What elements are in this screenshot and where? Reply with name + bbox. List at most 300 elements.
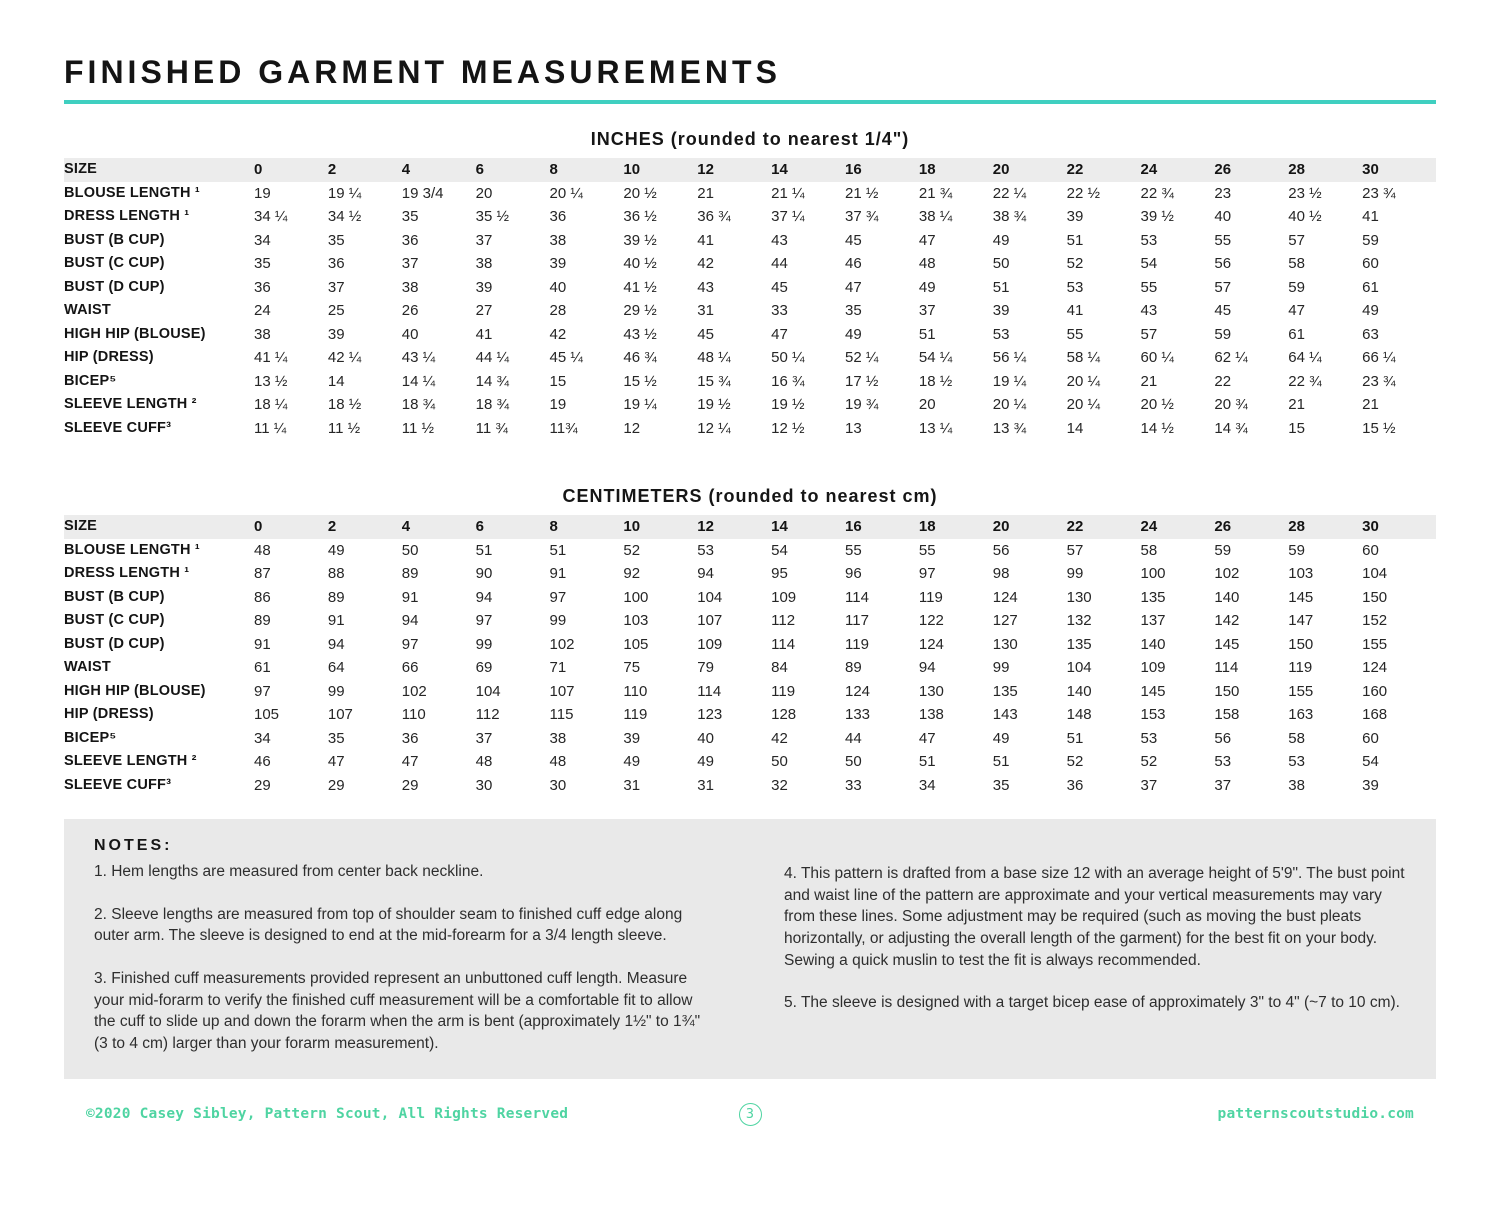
measurement-value: 19 ¼ xyxy=(623,396,657,413)
measurement-value: 43 ½ xyxy=(623,325,657,343)
measurement-value: 37 ¾ xyxy=(845,208,879,225)
note-5: 5. The sleeve is designed with a target bicep ease of approximately 3" to 4" (~7 to 10 cm). xyxy=(784,994,1400,1012)
size-column-header: 28 xyxy=(1288,161,1305,178)
notes-heading: NOTES: xyxy=(94,837,173,854)
measurement-value: 14 ½ xyxy=(1140,419,1174,437)
measurement-row-label: BUST (B CUP) xyxy=(64,588,165,605)
measurement-row xyxy=(64,346,1436,370)
measurement-value: 137 xyxy=(1140,612,1166,629)
measurement-value: 97 xyxy=(549,588,567,606)
measurement-value: 114 xyxy=(697,682,722,700)
measurement-value: 53 xyxy=(992,325,1010,343)
measurement-value: 95 xyxy=(771,565,788,582)
measurement-value: 18 ½ xyxy=(327,396,362,413)
measurement-value: 75 xyxy=(623,659,641,676)
measurement-value: 56 xyxy=(1214,255,1232,272)
measurement-row xyxy=(64,276,1436,300)
size-column-header: 6 xyxy=(475,518,484,535)
measurement-value: 114 xyxy=(845,588,869,606)
measurement-value: 42 xyxy=(549,325,567,343)
measurement-value: 45 xyxy=(845,231,862,249)
measurement-value: 96 xyxy=(845,565,862,582)
measurement-value: 52 xyxy=(1140,753,1158,770)
measurement-value: 49 xyxy=(327,541,345,559)
measurement-value: 39 xyxy=(327,325,345,343)
measurement-value: 54 xyxy=(1140,255,1158,272)
measurement-value: 117 xyxy=(845,612,869,629)
measurement-value: 21 ½ xyxy=(845,184,879,202)
measurement-row xyxy=(64,609,1436,633)
notes-section xyxy=(64,819,1436,1079)
measurement-value: 99 xyxy=(475,635,493,653)
size-column-header: 22 xyxy=(1066,161,1084,178)
measurement-value: 135 xyxy=(992,682,1018,700)
measurement-value: 36 xyxy=(254,278,271,296)
measurement-value: 52 xyxy=(1066,255,1084,272)
measurement-value: 36 ¾ xyxy=(697,208,731,225)
measurement-row xyxy=(64,562,1436,586)
measurement-value: 119 xyxy=(1288,659,1313,676)
measurement-row-label: BICEP⁵ xyxy=(64,729,117,746)
measurement-value: 107 xyxy=(327,706,353,723)
measurement-row-label: HIGH HIP (BLOUSE) xyxy=(64,325,206,342)
measurement-value: 49 xyxy=(992,231,1010,249)
size-column-header: 10 xyxy=(623,518,641,535)
measurement-value: 53 xyxy=(1288,753,1305,770)
size-column-header: 10 xyxy=(623,161,641,178)
measurement-value: 37 xyxy=(918,302,936,319)
measurement-value: 41 ¼ xyxy=(254,349,288,366)
measurement-row xyxy=(64,727,1436,751)
measurement-value: 152 xyxy=(1362,612,1388,629)
measurement-value: 49 xyxy=(623,753,641,770)
size-column-header: 2 xyxy=(327,161,337,178)
measurement-value: 40 ½ xyxy=(1288,208,1322,225)
size-column-header: 28 xyxy=(1288,518,1305,535)
measurement-value: 86 xyxy=(254,588,271,606)
measurement-value: 109 xyxy=(1140,659,1166,676)
size-column-header: 26 xyxy=(1214,518,1232,535)
measurement-row xyxy=(64,703,1436,727)
measurement-value: 59 xyxy=(1362,231,1379,249)
measurement-value: 119 xyxy=(918,588,943,606)
measurement-value: 21 xyxy=(1140,372,1158,390)
measurement-value: 150 xyxy=(1362,588,1388,606)
measurement-value: 107 xyxy=(549,682,575,700)
measurement-value: 17 ½ xyxy=(845,372,879,390)
measurement-value: 100 xyxy=(623,588,649,606)
measurement-value: 97 xyxy=(401,635,419,653)
measurement-value: 14 xyxy=(327,372,345,390)
measurement-row-label: SLEEVE LENGTH ² xyxy=(64,396,197,412)
measurement-value: 132 xyxy=(1066,612,1092,629)
measurement-value: 147 xyxy=(1288,612,1314,629)
measurement-value: 127 xyxy=(992,612,1018,629)
measurement-value: 51 xyxy=(549,541,567,559)
measurement-value: 34 ½ xyxy=(327,208,362,225)
measurement-value: 42 xyxy=(697,255,714,272)
measurement-value: 47 xyxy=(918,729,936,747)
measurement-value: 38 ¾ xyxy=(992,208,1027,225)
measurement-value: 94 xyxy=(697,565,714,582)
measurement-value: 155 xyxy=(1362,635,1388,653)
measurement-value: 41 xyxy=(1066,302,1084,319)
measurement-value: 22 ¾ xyxy=(1288,372,1322,390)
measurement-value: 21 xyxy=(697,184,714,202)
measurement-value: 14 ¾ xyxy=(475,372,509,390)
measurement-value: 112 xyxy=(771,612,796,629)
measurement-value: 23 ¾ xyxy=(1362,372,1396,390)
measurement-value: 133 xyxy=(845,706,871,723)
measurement-value: 89 xyxy=(845,659,862,676)
measurement-value: 97 xyxy=(918,565,936,582)
measurement-value: 20 ¼ xyxy=(549,184,583,202)
measurement-value: 51 xyxy=(992,278,1010,296)
measurement-value: 56 ¼ xyxy=(992,349,1027,366)
size-column-header: 6 xyxy=(475,161,484,178)
measurement-value: 87 xyxy=(254,565,271,582)
measurement-value: 57 xyxy=(1288,231,1305,249)
measurement-value: 109 xyxy=(771,588,797,606)
measurement-value: 104 xyxy=(1066,659,1092,676)
measurement-value: 59 xyxy=(1214,325,1232,343)
measurement-value: 145 xyxy=(1140,682,1166,700)
measurement-value: 110 xyxy=(623,682,648,700)
measurement-value: 35 xyxy=(992,776,1010,794)
measurement-value: 14 xyxy=(1066,419,1084,437)
measurement-value: 38 xyxy=(549,729,567,747)
measurement-value: 91 xyxy=(254,635,271,653)
measurement-row xyxy=(64,774,1436,798)
measurement-value: 45 xyxy=(697,325,714,343)
measurement-value: 97 xyxy=(254,682,271,700)
measurement-value: 22 ¾ xyxy=(1140,184,1174,202)
measurement-value: 71 xyxy=(549,659,567,676)
measurement-value: 36 xyxy=(401,729,419,747)
measurement-value: 110 xyxy=(401,706,426,723)
measurement-value: 48 xyxy=(549,753,567,770)
measurement-value: 99 xyxy=(992,659,1010,676)
measurement-value: 64 xyxy=(327,659,345,676)
page-number-badge: 3 xyxy=(739,1103,762,1126)
note-3: 3. Finished cuff measurements provided represent an unbuttoned cuff length. Measure your mid-forarm to verify the finished cuff measurement will be a comfortable fit to allow the cuff to slide up and down the forarm when the arm is bent (approximately 1½" to 1¾" (3 to 4 cm) larger than your forarm measurement). xyxy=(94,970,701,1053)
measurement-value: 98 xyxy=(992,565,1010,582)
measurement-value: 39 xyxy=(992,302,1010,319)
measurement-value: 23 ¾ xyxy=(1362,184,1396,202)
size-column-header: 22 xyxy=(1066,518,1084,535)
measurement-value: 29 ½ xyxy=(623,302,657,319)
measurement-value: 50 xyxy=(401,541,419,559)
measurement-value: 50 xyxy=(992,255,1010,272)
measurement-value: 43 xyxy=(771,231,788,249)
measurement-value: 41 xyxy=(697,231,714,249)
measurement-row-label: BUST (C CUP) xyxy=(64,612,165,628)
size-column-header: 30 xyxy=(1362,161,1379,178)
measurement-value: 22 ¼ xyxy=(992,184,1027,202)
measurement-value: 18 ¾ xyxy=(475,396,509,413)
measurement-value: 18 ¼ xyxy=(254,396,288,413)
note-2: 2. Sleeve lengths are measured from top of shoulder seam to finished cuff edge along outer arm. The sleeve is designed to end at the mid-forearm for a 3/4 length sleeve. xyxy=(94,905,683,945)
size-column-header: 14 xyxy=(771,518,788,535)
measurement-value: 47 xyxy=(327,753,345,770)
measurement-value: 56 xyxy=(1214,729,1232,747)
measurement-value: 55 xyxy=(1214,231,1232,249)
measurement-value: 55 xyxy=(918,541,936,559)
measurement-value: 60 ¼ xyxy=(1140,349,1174,366)
measurement-value: 35 xyxy=(254,255,271,272)
measurement-value: 88 xyxy=(327,565,345,582)
measurement-value: 57 xyxy=(1140,325,1158,343)
size-column-header: 8 xyxy=(549,161,558,178)
measurement-value: 55 xyxy=(845,541,862,559)
measurement-value: 89 xyxy=(401,565,419,582)
measurement-value: 53 xyxy=(1140,231,1158,249)
measurement-value: 28 xyxy=(549,302,567,319)
measurement-value: 36 xyxy=(1066,776,1084,794)
measurement-value: 49 xyxy=(1362,302,1379,319)
measurement-row-label: DRESS LENGTH ¹ xyxy=(64,208,190,224)
size-column-header: 8 xyxy=(549,518,558,535)
measurement-value: 105 xyxy=(254,706,280,723)
measurement-value: 21 xyxy=(1362,396,1379,413)
measurement-value: 14 ¾ xyxy=(1214,419,1248,437)
measurement-value: 79 xyxy=(697,659,714,676)
measurement-value: 41 xyxy=(1362,208,1379,225)
measurement-value: 63 xyxy=(1362,325,1379,343)
measurement-value: 59 xyxy=(1214,541,1232,559)
measurement-row-label: BUST (D CUP) xyxy=(64,635,165,652)
measurement-value: 31 xyxy=(697,302,714,319)
copyright-text: ©2020 Casey Sibley, Pattern Scout, All Rights Reserved xyxy=(86,1106,569,1123)
measurement-value: 119 xyxy=(771,682,796,700)
website-link[interactable]: patternscoutstudio.com xyxy=(1217,1106,1414,1123)
measurement-value: 31 xyxy=(697,776,714,794)
measurement-value: 51 xyxy=(918,325,936,343)
measurement-value: 103 xyxy=(1288,565,1314,582)
size-column-header: 16 xyxy=(845,518,862,535)
measurement-value: 18 ¾ xyxy=(401,396,436,413)
measurement-value: 102 xyxy=(549,635,575,653)
size-column-header: 24 xyxy=(1140,518,1158,535)
measurement-value: 37 xyxy=(1214,776,1232,794)
measurement-value: 97 xyxy=(475,612,493,629)
measurement-value: 24 xyxy=(254,302,271,319)
measurement-value: 40 xyxy=(697,729,714,747)
measurement-value: 23 xyxy=(1214,184,1232,202)
measurement-value: 100 xyxy=(1140,565,1166,582)
size-column-header: 16 xyxy=(845,161,862,178)
measurement-value: 47 xyxy=(401,753,419,770)
measurement-value: 103 xyxy=(623,612,649,629)
measurement-value: 47 xyxy=(771,325,788,343)
measurement-value: 123 xyxy=(697,706,723,723)
measurement-row-label: WAIST xyxy=(64,302,111,318)
measurement-value: 135 xyxy=(1140,588,1166,606)
measurement-value: 35 xyxy=(845,302,862,319)
measurement-value: 13 ¾ xyxy=(992,419,1027,437)
measurement-value: 50 ¼ xyxy=(771,349,805,366)
measurement-value: 15 xyxy=(1288,419,1305,437)
measurement-row xyxy=(64,750,1436,774)
measurement-value: 51 xyxy=(992,753,1010,770)
measurement-value: 39 ½ xyxy=(1140,208,1174,225)
measurement-value: 38 ¼ xyxy=(918,208,953,225)
size-column-header: 18 xyxy=(918,161,936,178)
measurement-value: 52 xyxy=(623,541,641,559)
measurement-value: 50 xyxy=(771,753,788,770)
measurement-value: 11 ¾ xyxy=(475,419,508,437)
measurement-value: 58 ¼ xyxy=(1066,349,1100,366)
measurement-value: 40 xyxy=(1214,208,1232,225)
measurement-value: 51 xyxy=(475,541,493,559)
measurement-value: 104 xyxy=(1362,565,1388,582)
measurement-value: 58 xyxy=(1288,729,1305,747)
measurement-value: 64 ¼ xyxy=(1288,349,1322,366)
measurement-row xyxy=(64,680,1436,704)
measurement-value: 38 xyxy=(549,231,567,249)
measurement-value: 130 xyxy=(918,682,944,700)
measurement-value: 99 xyxy=(1066,565,1084,582)
measurement-value: 49 xyxy=(918,278,936,296)
measurement-row xyxy=(64,182,1436,206)
measurement-value: 39 xyxy=(1066,208,1084,225)
measurement-value: 29 xyxy=(254,776,271,794)
measurement-value: 66 xyxy=(401,659,419,676)
measurement-value: 130 xyxy=(992,635,1018,653)
measurement-value: 46 ¾ xyxy=(623,349,657,366)
measurement-value: 61 xyxy=(1288,325,1305,343)
measurement-row xyxy=(64,370,1436,394)
measurement-value: 89 xyxy=(254,612,271,629)
measurement-value: 19 ¾ xyxy=(845,396,879,413)
measurement-value: 39 xyxy=(623,729,641,747)
measurement-value: 20 ¾ xyxy=(1214,396,1248,413)
measurement-value: 43 xyxy=(1140,302,1158,319)
measurement-row-label: SLEEVE CUFF³ xyxy=(64,776,172,793)
measurement-value: 32 xyxy=(771,776,788,794)
measurement-value: 42 ¼ xyxy=(327,349,362,366)
measurement-value: 47 xyxy=(845,278,862,296)
measurement-value: 36 xyxy=(549,208,567,225)
measurement-value: 60 xyxy=(1362,255,1379,272)
measurement-value: 49 xyxy=(697,753,714,770)
measurement-value: 99 xyxy=(549,612,567,629)
measurement-value: 41 xyxy=(475,325,493,343)
measurement-value: 145 xyxy=(1288,588,1314,606)
measurement-row xyxy=(64,393,1436,417)
measurement-value: 19 ½ xyxy=(697,396,731,413)
measurement-value: 40 xyxy=(401,325,419,343)
measurement-value: 145 xyxy=(1214,635,1240,653)
measurement-row-label: BUST (D CUP) xyxy=(64,278,165,295)
measurement-value: 143 xyxy=(992,706,1018,723)
measurement-value: 55 xyxy=(1140,278,1158,296)
measurement-value: 21 ¾ xyxy=(918,184,953,202)
measurement-value: 34 ¼ xyxy=(254,208,288,225)
measurement-row-label: DRESS LENGTH ¹ xyxy=(64,565,190,581)
measurement-value: 92 xyxy=(623,565,641,582)
document-page xyxy=(0,54,1500,1213)
measurement-value: 119 xyxy=(623,706,648,723)
measurement-value: 42 xyxy=(771,729,788,747)
measurement-value: 11 ½ xyxy=(327,419,361,437)
measurement-value: 91 xyxy=(327,612,345,629)
measurement-value: 53 xyxy=(1066,278,1084,296)
measurement-value: 54 xyxy=(1362,753,1379,770)
measurement-row-label: BLOUSE LENGTH ¹ xyxy=(64,184,200,201)
measurement-value: 163 xyxy=(1288,706,1314,723)
measurement-value: 37 xyxy=(401,255,419,272)
size-column-header: 20 xyxy=(992,518,1010,535)
size-column-header: 12 xyxy=(697,161,714,178)
measurement-value: 84 xyxy=(771,659,788,676)
measurement-row xyxy=(64,205,1436,229)
measurement-value: 119 xyxy=(845,635,869,653)
inches-table-title: INCHES (rounded to nearest 1/4") xyxy=(590,129,910,149)
size-header-row xyxy=(64,515,1436,539)
page-footer xyxy=(64,1103,1436,1126)
measurement-value: 53 xyxy=(1140,729,1158,747)
measurement-value: 138 xyxy=(918,706,944,723)
measurement-value: 34 xyxy=(254,231,271,249)
measurement-value: 15 ½ xyxy=(1362,419,1396,437)
measurement-value: 142 xyxy=(1214,612,1240,629)
measurement-value: 114 xyxy=(771,635,796,653)
measurement-value: 94 xyxy=(327,635,345,653)
measurement-value: 54 xyxy=(771,541,788,559)
measurement-value: 160 xyxy=(1362,682,1388,700)
size-column-header: 2 xyxy=(327,518,337,535)
measurement-value: 11 ¼ xyxy=(254,419,287,437)
measurement-value: 34 xyxy=(918,776,936,794)
notes-right-column xyxy=(784,837,1414,1055)
measurement-value: 59 xyxy=(1288,541,1305,559)
measurement-value: 33 xyxy=(771,302,788,319)
measurement-value: 56 xyxy=(992,541,1010,559)
measurement-value: 19 xyxy=(254,184,271,202)
measurement-value: 44 ¼ xyxy=(475,349,509,366)
measurement-value: 30 xyxy=(549,776,567,794)
measurement-value: 102 xyxy=(401,682,427,700)
measurement-value: 39 xyxy=(549,255,567,272)
measurement-row-label: SLEEVE LENGTH ² xyxy=(64,753,197,769)
measurement-value: 20 ¼ xyxy=(992,396,1027,413)
measurement-row-label: BUST (C CUP) xyxy=(64,255,165,271)
size-column-header: 30 xyxy=(1362,518,1379,535)
measurement-value: 37 xyxy=(475,729,493,747)
measurement-value: 51 xyxy=(918,753,936,770)
size-row-label: SIZE xyxy=(64,518,98,534)
measurement-value: 91 xyxy=(401,588,419,606)
measurement-value: 37 xyxy=(327,278,345,296)
measurement-value: 16 ¾ xyxy=(771,372,805,390)
measurement-value: 57 xyxy=(1214,278,1232,296)
measurement-row-label: SLEEVE CUFF³ xyxy=(64,419,172,436)
measurement-value: 135 xyxy=(1066,635,1092,653)
measurement-value: 37 xyxy=(1140,776,1158,794)
measurement-value: 39 xyxy=(1362,776,1379,794)
size-column-header: 26 xyxy=(1214,161,1232,178)
centimeters-table-title: CENTIMETERS (rounded to nearest cm) xyxy=(562,486,938,506)
measurement-value: 62 ¼ xyxy=(1214,349,1248,366)
size-column-header: 0 xyxy=(254,518,263,535)
measurement-row-label: BICEP⁵ xyxy=(64,372,117,389)
size-row-label: SIZE xyxy=(64,161,98,177)
measurement-value: 50 xyxy=(845,753,862,770)
measurement-value: 13 ¼ xyxy=(918,419,953,437)
measurement-value: 158 xyxy=(1214,706,1240,723)
size-column-header: 12 xyxy=(697,518,714,535)
